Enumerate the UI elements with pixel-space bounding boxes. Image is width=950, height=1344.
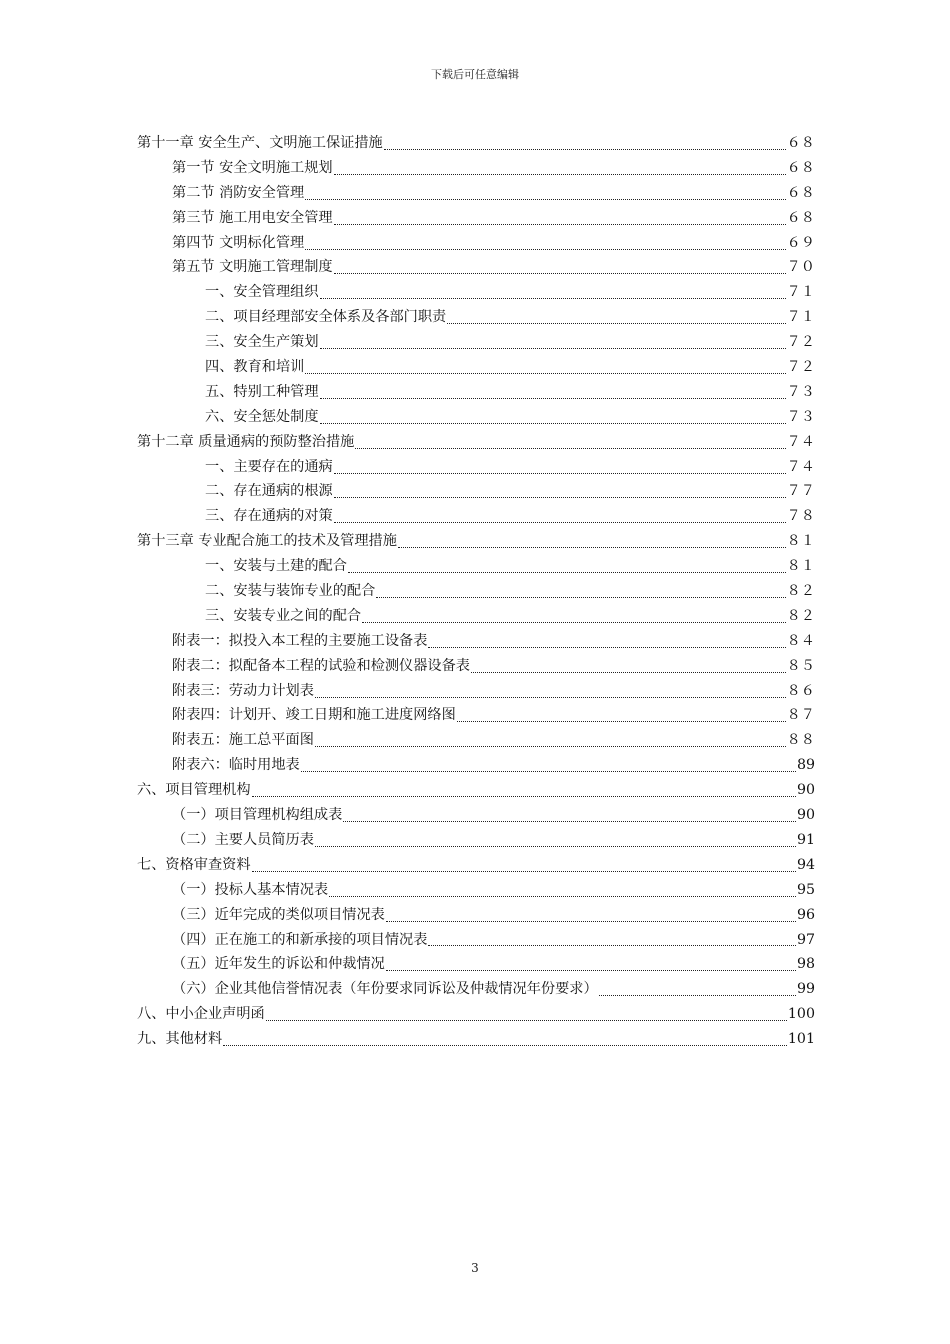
toc-entry-page: ８６ (786, 682, 815, 699)
toc-dot-leader (266, 1020, 787, 1021)
toc-entry[interactable] (137, 803, 815, 828)
toc-entry-label: 一、安全管理组织 (205, 284, 319, 301)
toc-entry-label: （一）项目管理机构组成表 (172, 807, 343, 824)
toc-entry[interactable] (137, 952, 815, 977)
toc-entry-label: 附表四：计划开、竣工日期和施工进度网络图 (172, 707, 456, 724)
toc-entry-page: ８８ (786, 732, 815, 749)
toc-entry-page: ８１ (786, 558, 815, 575)
toc-entry-page: 91 (796, 831, 815, 848)
toc-entry[interactable] (137, 828, 815, 853)
toc-entry[interactable] (137, 778, 815, 803)
toc-entry-label: 附表三：劳动力计划表 (172, 682, 314, 699)
toc-entry-page: ８１ (786, 533, 815, 550)
toc-entry-label: 第一节 安全文明施工规划 (172, 159, 333, 176)
toc-entry[interactable] (137, 903, 815, 928)
toc-entry[interactable] (137, 455, 815, 480)
toc-entry[interactable] (137, 554, 815, 579)
toc-dot-leader (320, 423, 786, 424)
toc-entry-page: 89 (796, 757, 815, 774)
toc-dot-leader (320, 398, 786, 399)
toc-dot-leader (223, 1045, 787, 1046)
toc-entry-label: 七、资格审查资料 (137, 856, 251, 873)
toc-entry-page: ８２ (786, 607, 815, 624)
toc-entry-label: 第十三章 专业配合施工的技术及管理措施 (137, 533, 397, 550)
toc-dot-leader (447, 323, 785, 324)
toc-entry-label: 附表一：拟投入本工程的主要施工设备表 (172, 632, 428, 649)
toc-dot-leader (599, 995, 796, 996)
table-of-contents (137, 131, 815, 1052)
toc-entry-label: 第四节 文明标化管理 (172, 234, 305, 251)
toc-entry[interactable] (137, 753, 815, 778)
toc-entry-page: ７７ (786, 483, 815, 500)
toc-entry-label: 八、中小企业声明函 (137, 1006, 265, 1023)
toc-dot-leader (315, 697, 786, 698)
toc-dot-leader (457, 721, 786, 722)
toc-entry-page: 94 (796, 856, 815, 873)
toc-entry[interactable] (137, 479, 815, 504)
toc-entry[interactable] (137, 529, 815, 554)
toc-entry-page: ７３ (786, 408, 815, 425)
toc-entry-page: ７０ (786, 259, 815, 276)
toc-entry-page: ６８ (786, 184, 815, 201)
toc-entry[interactable] (137, 330, 815, 355)
toc-entry-page: 99 (796, 981, 815, 998)
toc-entry-label: （三）近年完成的类似项目情况表 (172, 906, 385, 923)
toc-entry[interactable] (137, 380, 815, 405)
toc-entry-page: ７８ (786, 508, 815, 525)
toc-entry[interactable] (137, 280, 815, 305)
toc-entry-label: 一、安装与土建的配合 (205, 558, 347, 575)
toc-entry-label: 二、项目经理部安全体系及各部门职责 (205, 309, 447, 326)
toc-dot-leader (320, 348, 786, 349)
toc-entry[interactable] (137, 355, 815, 380)
toc-dot-leader (305, 373, 785, 374)
toc-entry-label: 五、特别工种管理 (205, 383, 319, 400)
toc-dot-leader (252, 871, 796, 872)
toc-entry-page: ８５ (786, 657, 815, 674)
toc-entry[interactable] (137, 654, 815, 679)
toc-entry-page: 98 (796, 956, 815, 973)
toc-entry-label: （二）主要人员简历表 (172, 831, 314, 848)
toc-dot-leader (428, 647, 785, 648)
toc-dot-leader (334, 224, 786, 225)
toc-entry-label: 一、主要存在的通病 (205, 458, 333, 475)
toc-entry-page: 101 (787, 1031, 815, 1048)
toc-entry-label: 附表五：施工总平面图 (172, 732, 314, 749)
toc-dot-leader (384, 149, 786, 150)
toc-entry-page: ７２ (786, 359, 815, 376)
toc-entry[interactable] (137, 305, 815, 330)
toc-entry-label: 六、项目管理机构 (137, 782, 251, 799)
toc-entry-page: 90 (796, 782, 815, 799)
toc-entry[interactable] (137, 1002, 815, 1027)
toc-entry-page: ６８ (786, 209, 815, 226)
toc-entry-page: ６９ (786, 234, 815, 251)
toc-entry-label: 四、教育和培训 (205, 359, 305, 376)
toc-entry[interactable] (137, 878, 815, 903)
toc-entry-page: ７３ (786, 383, 815, 400)
toc-entry-page: 90 (796, 807, 815, 824)
toc-dot-leader (398, 547, 786, 548)
toc-entry-page: 96 (796, 906, 815, 923)
toc-dot-leader (471, 672, 786, 673)
page-number: 3 (471, 1261, 479, 1275)
toc-entry-page: 100 (787, 1006, 815, 1023)
toc-entry-label: 第五节 文明施工管理制度 (172, 259, 333, 276)
toc-entry-label: 附表六：临时用地表 (172, 757, 300, 774)
toc-entry[interactable] (137, 853, 815, 878)
toc-entry[interactable] (137, 504, 815, 529)
toc-dot-leader (334, 273, 786, 274)
toc-dot-leader (305, 249, 785, 250)
toc-entry-label: 三、安装专业之间的配合 (205, 607, 362, 624)
toc-entry-label: 附表二：拟配备本工程的试验和检测仪器设备表 (172, 657, 470, 674)
toc-entry-label: （六）企业其他信誉情况表（年份要求同诉讼及仲裁情况年份要求） (172, 981, 598, 998)
toc-entry-label: （四）正在施工的和新承接的项目情况表 (172, 931, 428, 948)
toc-dot-leader (334, 174, 786, 175)
toc-dot-leader (334, 497, 786, 498)
toc-entry-page: 95 (796, 881, 815, 898)
toc-entry-label: 六、安全惩处制度 (205, 408, 319, 425)
toc-entry-label: 九、其他材料 (137, 1031, 223, 1048)
toc-dot-leader (315, 746, 786, 747)
toc-entry-page: ７１ (786, 284, 815, 301)
toc-entry-page: ８２ (786, 583, 815, 600)
toc-entry[interactable] (137, 728, 815, 753)
toc-entry[interactable] (137, 231, 815, 256)
toc-dot-leader (376, 597, 785, 598)
toc-entry[interactable] (137, 928, 815, 953)
toc-dot-leader (334, 522, 786, 523)
toc-entry-label: 第二节 消防安全管理 (172, 184, 305, 201)
toc-entry-label: （五）近年发生的诉讼和仲裁情况 (172, 956, 385, 973)
toc-dot-leader (343, 821, 796, 822)
toc-entry[interactable] (137, 430, 815, 455)
toc-dot-leader (315, 846, 796, 847)
toc-entry-label: （一）投标人基本情况表 (172, 881, 329, 898)
toc-entry-page: ７１ (786, 309, 815, 326)
toc-entry[interactable] (137, 629, 815, 654)
toc-entry-label: 二、安装与装饰专业的配合 (205, 583, 376, 600)
toc-entry-page: ７２ (786, 334, 815, 351)
toc-dot-leader (301, 771, 796, 772)
toc-dot-leader (348, 572, 786, 573)
toc-dot-leader (329, 896, 796, 897)
toc-entry-page: ７４ (786, 458, 815, 475)
toc-entry[interactable] (137, 1027, 815, 1052)
toc-entry-page: ８７ (786, 707, 815, 724)
toc-dot-leader (252, 796, 796, 797)
toc-entry-label: 三、安全生产策划 (205, 334, 319, 351)
toc-dot-leader (305, 199, 785, 200)
page-header: 下载后可任意编辑 (431, 68, 519, 81)
toc-entry[interactable] (137, 679, 815, 704)
toc-entry-page: 97 (796, 931, 815, 948)
toc-entry[interactable] (137, 255, 815, 280)
toc-dot-leader (320, 298, 786, 299)
toc-entry[interactable] (137, 703, 815, 728)
toc-entry[interactable] (137, 156, 815, 181)
toc-entry-page: ８４ (786, 632, 815, 649)
toc-entry[interactable] (137, 181, 815, 206)
toc-entry[interactable] (137, 206, 815, 231)
toc-dot-leader (386, 970, 796, 971)
toc-dot-leader (386, 921, 796, 922)
toc-entry-label: 第十一章 安全生产、文明施工保证措施 (137, 135, 383, 151)
toc-entry[interactable] (137, 604, 815, 629)
toc-entry-page: ６８ (786, 159, 815, 176)
toc-entry[interactable] (137, 579, 815, 604)
toc-dot-leader (355, 448, 785, 449)
toc-entry[interactable] (137, 977, 815, 1002)
toc-entry-page: ７４ (786, 433, 815, 450)
toc-entry-label: 第三节 施工用电安全管理 (172, 209, 333, 226)
toc-entry-label: 二、存在通病的根源 (205, 483, 333, 500)
toc-entry-label: 第十二章 质量通病的预防整治措施 (137, 433, 355, 450)
toc-entry[interactable] (137, 405, 815, 430)
toc-entry-page: ６８ (786, 135, 815, 151)
toc-dot-leader (428, 945, 796, 946)
toc-entry-label: 三、存在通病的对策 (205, 508, 333, 525)
toc-dot-leader (362, 622, 786, 623)
toc-dot-leader (334, 473, 786, 474)
toc-entry[interactable] (137, 131, 815, 156)
